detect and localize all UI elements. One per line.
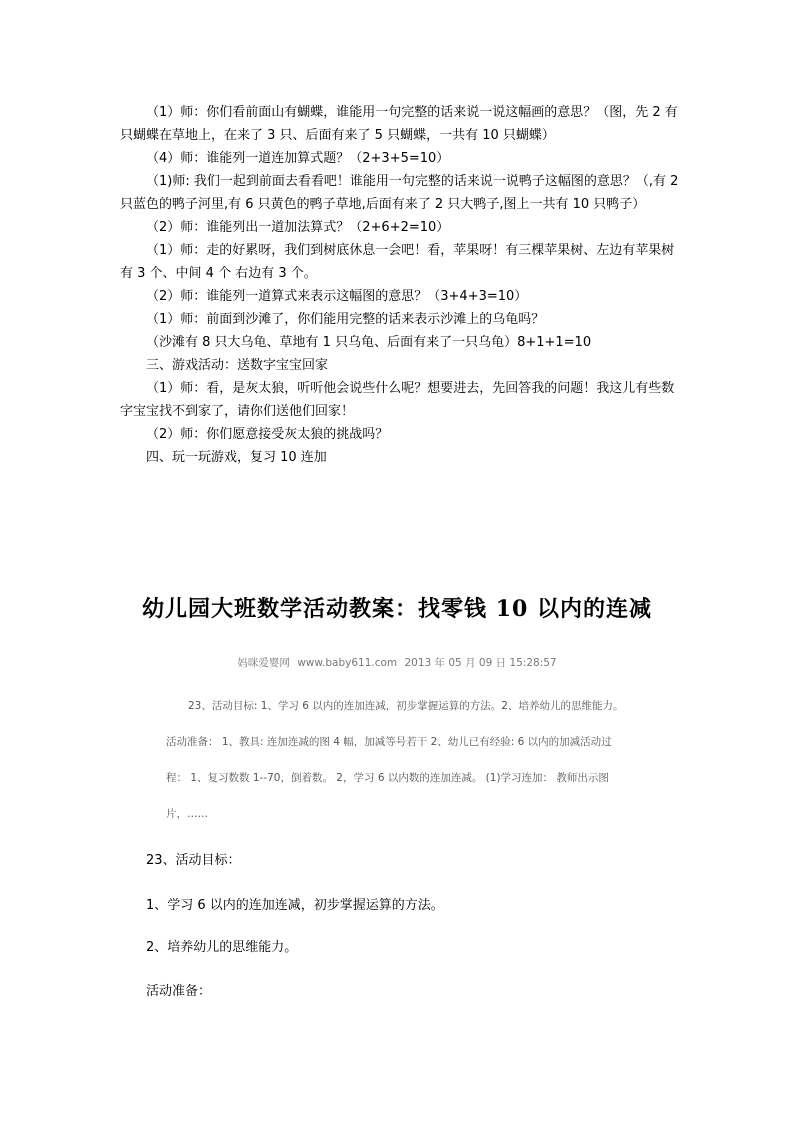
heading-play-game: 四、玩一玩游戏，复习 10 连加	[146, 450, 327, 465]
summary-line: 23、活动目标: 1、学习 6 以内的连加连减，初步掌握运算的方法。2、培养幼儿的思维能力。	[188, 700, 624, 712]
paragraph-ducks: （1)师: 我们一起到前面去看看吧！谁能用一句完整的话来说一说鸭子这幅图的意思？（,有 2 只蓝色的鸭子河里,有 6 只黄色的鸭子草地,后面有来了 2 只大鸭子,图上一共有 10 只鸭子）	[120, 174, 679, 212]
paragraph-apple-equation: （2）师：谁能列一道算式来表示这幅图的意思？（3+4+3=10）	[146, 289, 528, 304]
article-url: www.baby611.com	[297, 657, 398, 669]
paragraph-turtles: （1）师：前面到沙滩了，你们能用完整的话来表示沙滩上的乌龟吗？	[146, 312, 545, 327]
summary-line: 片，……	[166, 808, 208, 820]
article-summary	[166, 688, 686, 832]
article-datetime: 2013 年 05 月 09 日 15:28:57	[404, 657, 557, 669]
lesson-steps	[120, 101, 680, 469]
summary-line: 程： 1、复习数数 1--70，倒着数。 2，学习 6 以内数的连加连减。 (1)学习连加： 教师出示图	[166, 772, 609, 784]
article-meta	[0, 655, 794, 670]
paragraph-apples: （1）师：走的好累呀，我们到树底休息一会吧！看，苹果呀！有三棵苹果树、左边有苹果树有 3 个、中间 4 个 右边有 3 个。	[120, 243, 675, 281]
content-heading-preparation: 活动准备：	[146, 984, 212, 999]
heading-game-activity: 三、游戏活动：送数字宝宝回家	[146, 358, 329, 373]
paragraph-butterfly-equation: （4）师：谁能列一道连加算式题？（2+3+5=10）	[146, 151, 450, 166]
paragraph-butterflies: （1）师：你们看前面山有蝴蝶，谁能用一句完整的话来说一说这幅画的意思？（图，先 2 有只蝴蝶在草地上，在来了 3 只、后面有来了 5 只蝴蝶，一共有 10 只蝴蝶）	[120, 105, 678, 143]
paragraph-wolf-challenge: （2）师：你们愿意接受灰太狼的挑战吗？	[146, 427, 389, 442]
paragraph-wolf: （1）师：看，是灰太狼，听听他会说些什么呢？想要进去，先回答我的问题！我这儿有些数字宝宝找不到家了，请你们送他们回家！	[120, 381, 675, 419]
article-source: 妈咪爱婴网	[237, 657, 290, 669]
content-goal-2: 2、培养幼儿的思维能力。	[146, 940, 298, 955]
summary-line: 活动准备： 1、教具: 连加连减的图 4 幅，加减等号若干 2、幼儿已有经验: 6 以内的加减活动过	[166, 736, 612, 748]
article-title: 幼儿园大班数学活动教案：找零钱 10 以内的连减	[142, 596, 652, 622]
content-goal-1: 1、学习 6 以内的连加连减，初步掌握运算的方法。	[146, 898, 444, 913]
content-heading-goals: 23、活动目标：	[146, 853, 241, 868]
paragraph-turtle-equation: （沙滩有 8 只大乌龟、草地有 1 只乌龟、后面有来了一只乌龟）8+1+1=10	[146, 335, 592, 350]
paragraph-duck-equation: （2）师：谁能列出一道加法算式？（2+6+2=10）	[146, 220, 450, 235]
